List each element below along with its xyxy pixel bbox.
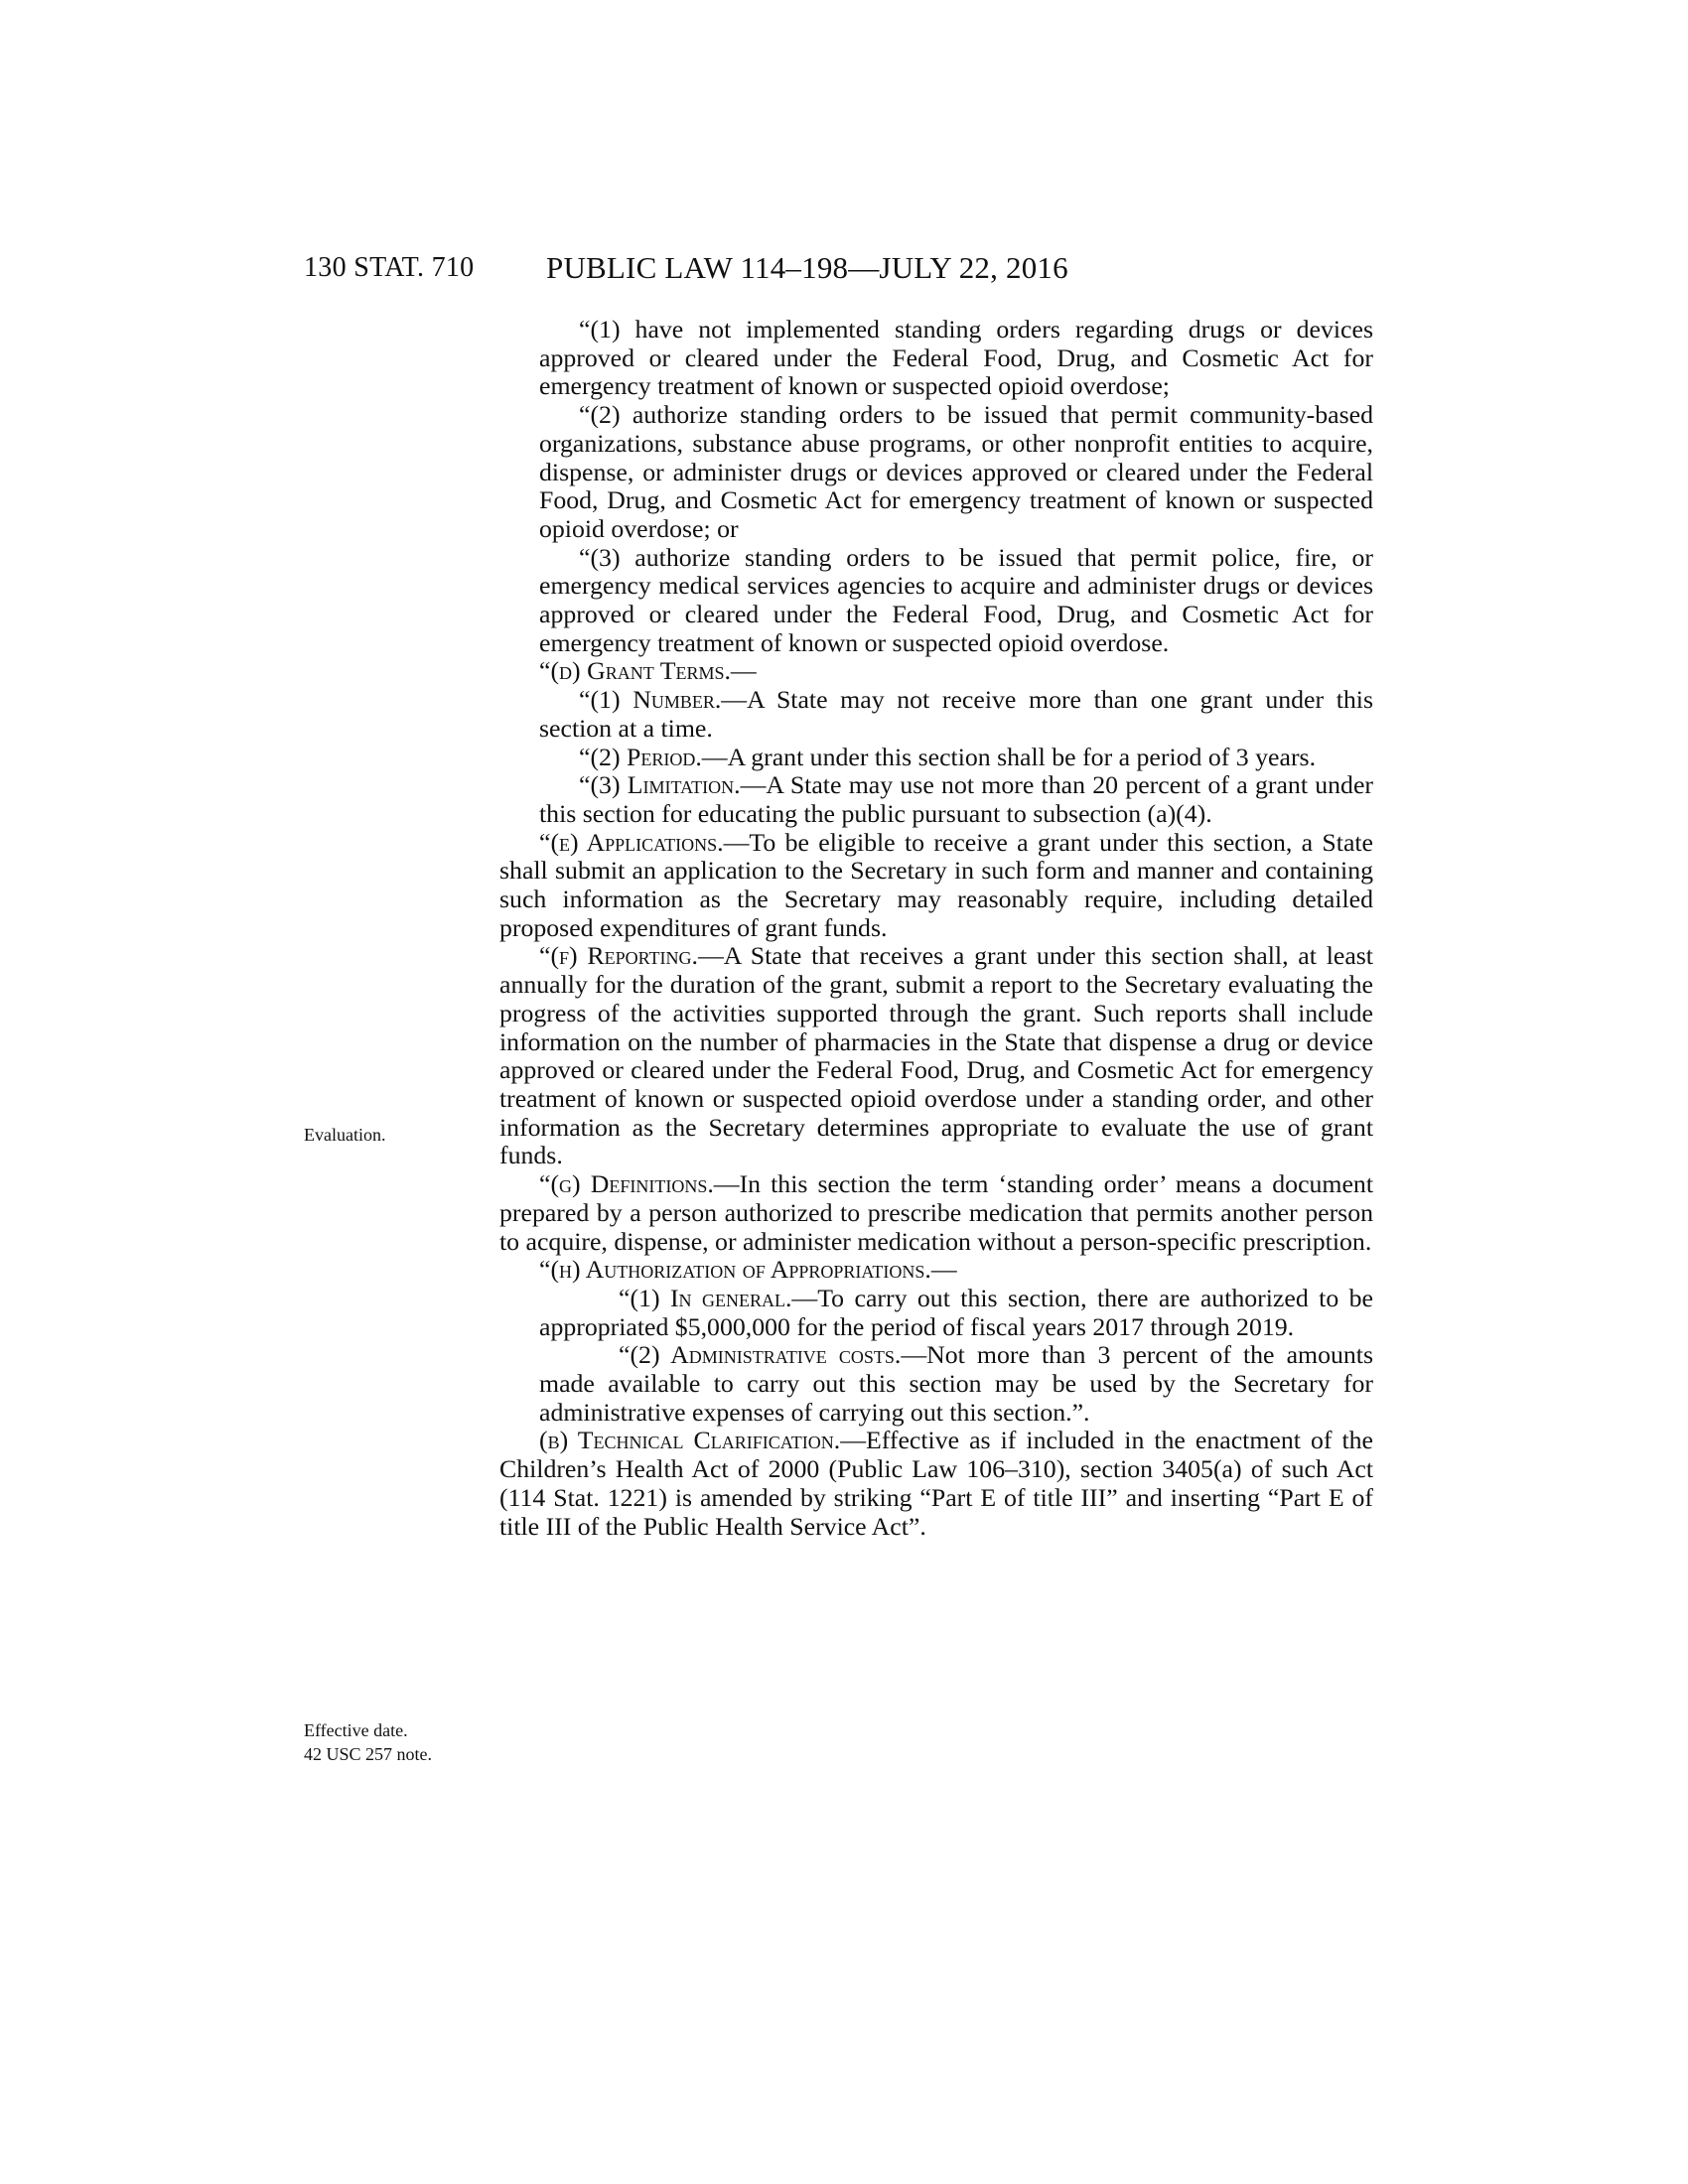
- stat-page-number: 130 STAT. 710: [304, 252, 475, 283]
- margin-note-effective-date: Effective date.: [304, 1720, 408, 1740]
- section-g-heading: “(g) Definitions.: [539, 1169, 714, 1199]
- section-h2-text: —Not more than 3 percent of the amounts made available to carry out this section may be used by the Secretary for administrative expenses of carrying out this section.”.: [539, 1340, 1373, 1427]
- section-h1-text: —To carry out this section, there are authorized to be appropriated $5,000,000 for the period of fiscal years 2017 through 2019.: [539, 1283, 1373, 1341]
- section-f-heading: “(f) Reporting.: [539, 941, 698, 971]
- section-e-heading: “(e) Applications.: [539, 827, 724, 857]
- clause-3: “(3) authorize standing orders to be issued that permit police, fire, or emergency medical services agencies to acquire and administer drugs or devices approved or cleared under the Federal Food, Drug, and Cosmetic Act for emergency treatment of known or suspected opioid overdose.: [539, 542, 1373, 657]
- section-d1: [499, 686, 1373, 743]
- section-d2: [499, 744, 1373, 772]
- section-g-text: —In this section the term ‘standing order’ means a document prepared by a person authorized to prescribe medication that permits another person to acquire, dispense, or administer medication without a person-specific prescription.: [499, 1169, 1374, 1256]
- clause-1: “(1) have not implemented standing orders regarding drugs or devices approved or cleared under the Federal Food, Drug, and Cosmetic Act for emergency treatment of known or suspected opioid overdose;: [539, 315, 1373, 401]
- page-header: [304, 248, 1376, 288]
- section-d1-text: —A State may not receive more than one grant under this section at a time.: [539, 685, 1373, 743]
- law-title: PUBLIC LAW 114–198—JULY 22, 2016: [546, 250, 1068, 285]
- section-d3-text: —A State may use not more than 20 percent of a grant under this section for educating the public pursuant to subsection (a)(4).: [539, 770, 1373, 828]
- document-body: [499, 316, 1373, 1541]
- section-f: [499, 942, 1373, 1170]
- section-b: [499, 1427, 1373, 1541]
- section-h2: [499, 1341, 1373, 1427]
- section-d2-heading: “(2) Period.: [579, 742, 702, 771]
- margin-note-usc: 42 USC 257 note.: [304, 1744, 433, 1764]
- section-e: [499, 829, 1373, 943]
- section-d1-heading: “(1) Number.: [579, 685, 722, 715]
- section-h1: [499, 1285, 1373, 1341]
- section-d-heading: “(d) Grant Terms.—: [539, 656, 757, 686]
- section-e-text: —To be eligible to receive a grant under this section, a State shall submit an application to the Secretary in such form and manner and containing such information as the Secretary may reasonably require, including detailed proposed expenditures of grant funds.: [499, 827, 1374, 942]
- section-h2-heading: “(2) Administrative costs.: [619, 1340, 902, 1370]
- section-h1-heading: “(1) In general.: [619, 1283, 792, 1312]
- section-g: [499, 1170, 1373, 1256]
- clause-2: “(2) authorize standing orders to be issued that permit community-based organizations, substance abuse programs, or other nonprofit entities to acquire, dispense, or administer drugs or devices approved or cleared under the Federal Food, Drug, and Cosmetic Act for emergency treatment of known or suspected opioid overdose; or: [539, 400, 1373, 543]
- section-h-heading: “(h) Authorization of Appropriations.—: [539, 1255, 957, 1285]
- section-b-text: —Effective as if included in the enactment of the Children’s Health Act of 2000 (Public Law 106–310), section 3405(a) of such Act (114 Stat. 1221) is amended by striking “Part E of title III” and inserting “Part E of title III of the Public Health Service Act”.: [499, 1426, 1373, 1541]
- section-b-heading: (b) Technical Clarification.: [539, 1426, 841, 1455]
- section-d3: [499, 771, 1373, 828]
- section-f-text: —A State that receives a grant under this section shall, at least annually for the duration of the grant, submit a report to the Secretary evaluating the progress of the activities supported through the grant. Such reports shall include information on the number of pharmacies in the State that dispense a drug or device approved or cleared under the Federal Food, Drug, and Cosmetic Act for emergency treatment of known or suspected opioid overdose under a standing order, and other information as the Secretary determines appropriate to evaluate the use of grant funds.: [499, 941, 1373, 1170]
- section-d2-text: —A grant under this section shall be for a period of 3 years.: [701, 742, 1317, 771]
- margin-note-evaluation: Evaluation.: [304, 1125, 386, 1145]
- section-d3-heading: “(3) Limitation.: [579, 770, 741, 800]
